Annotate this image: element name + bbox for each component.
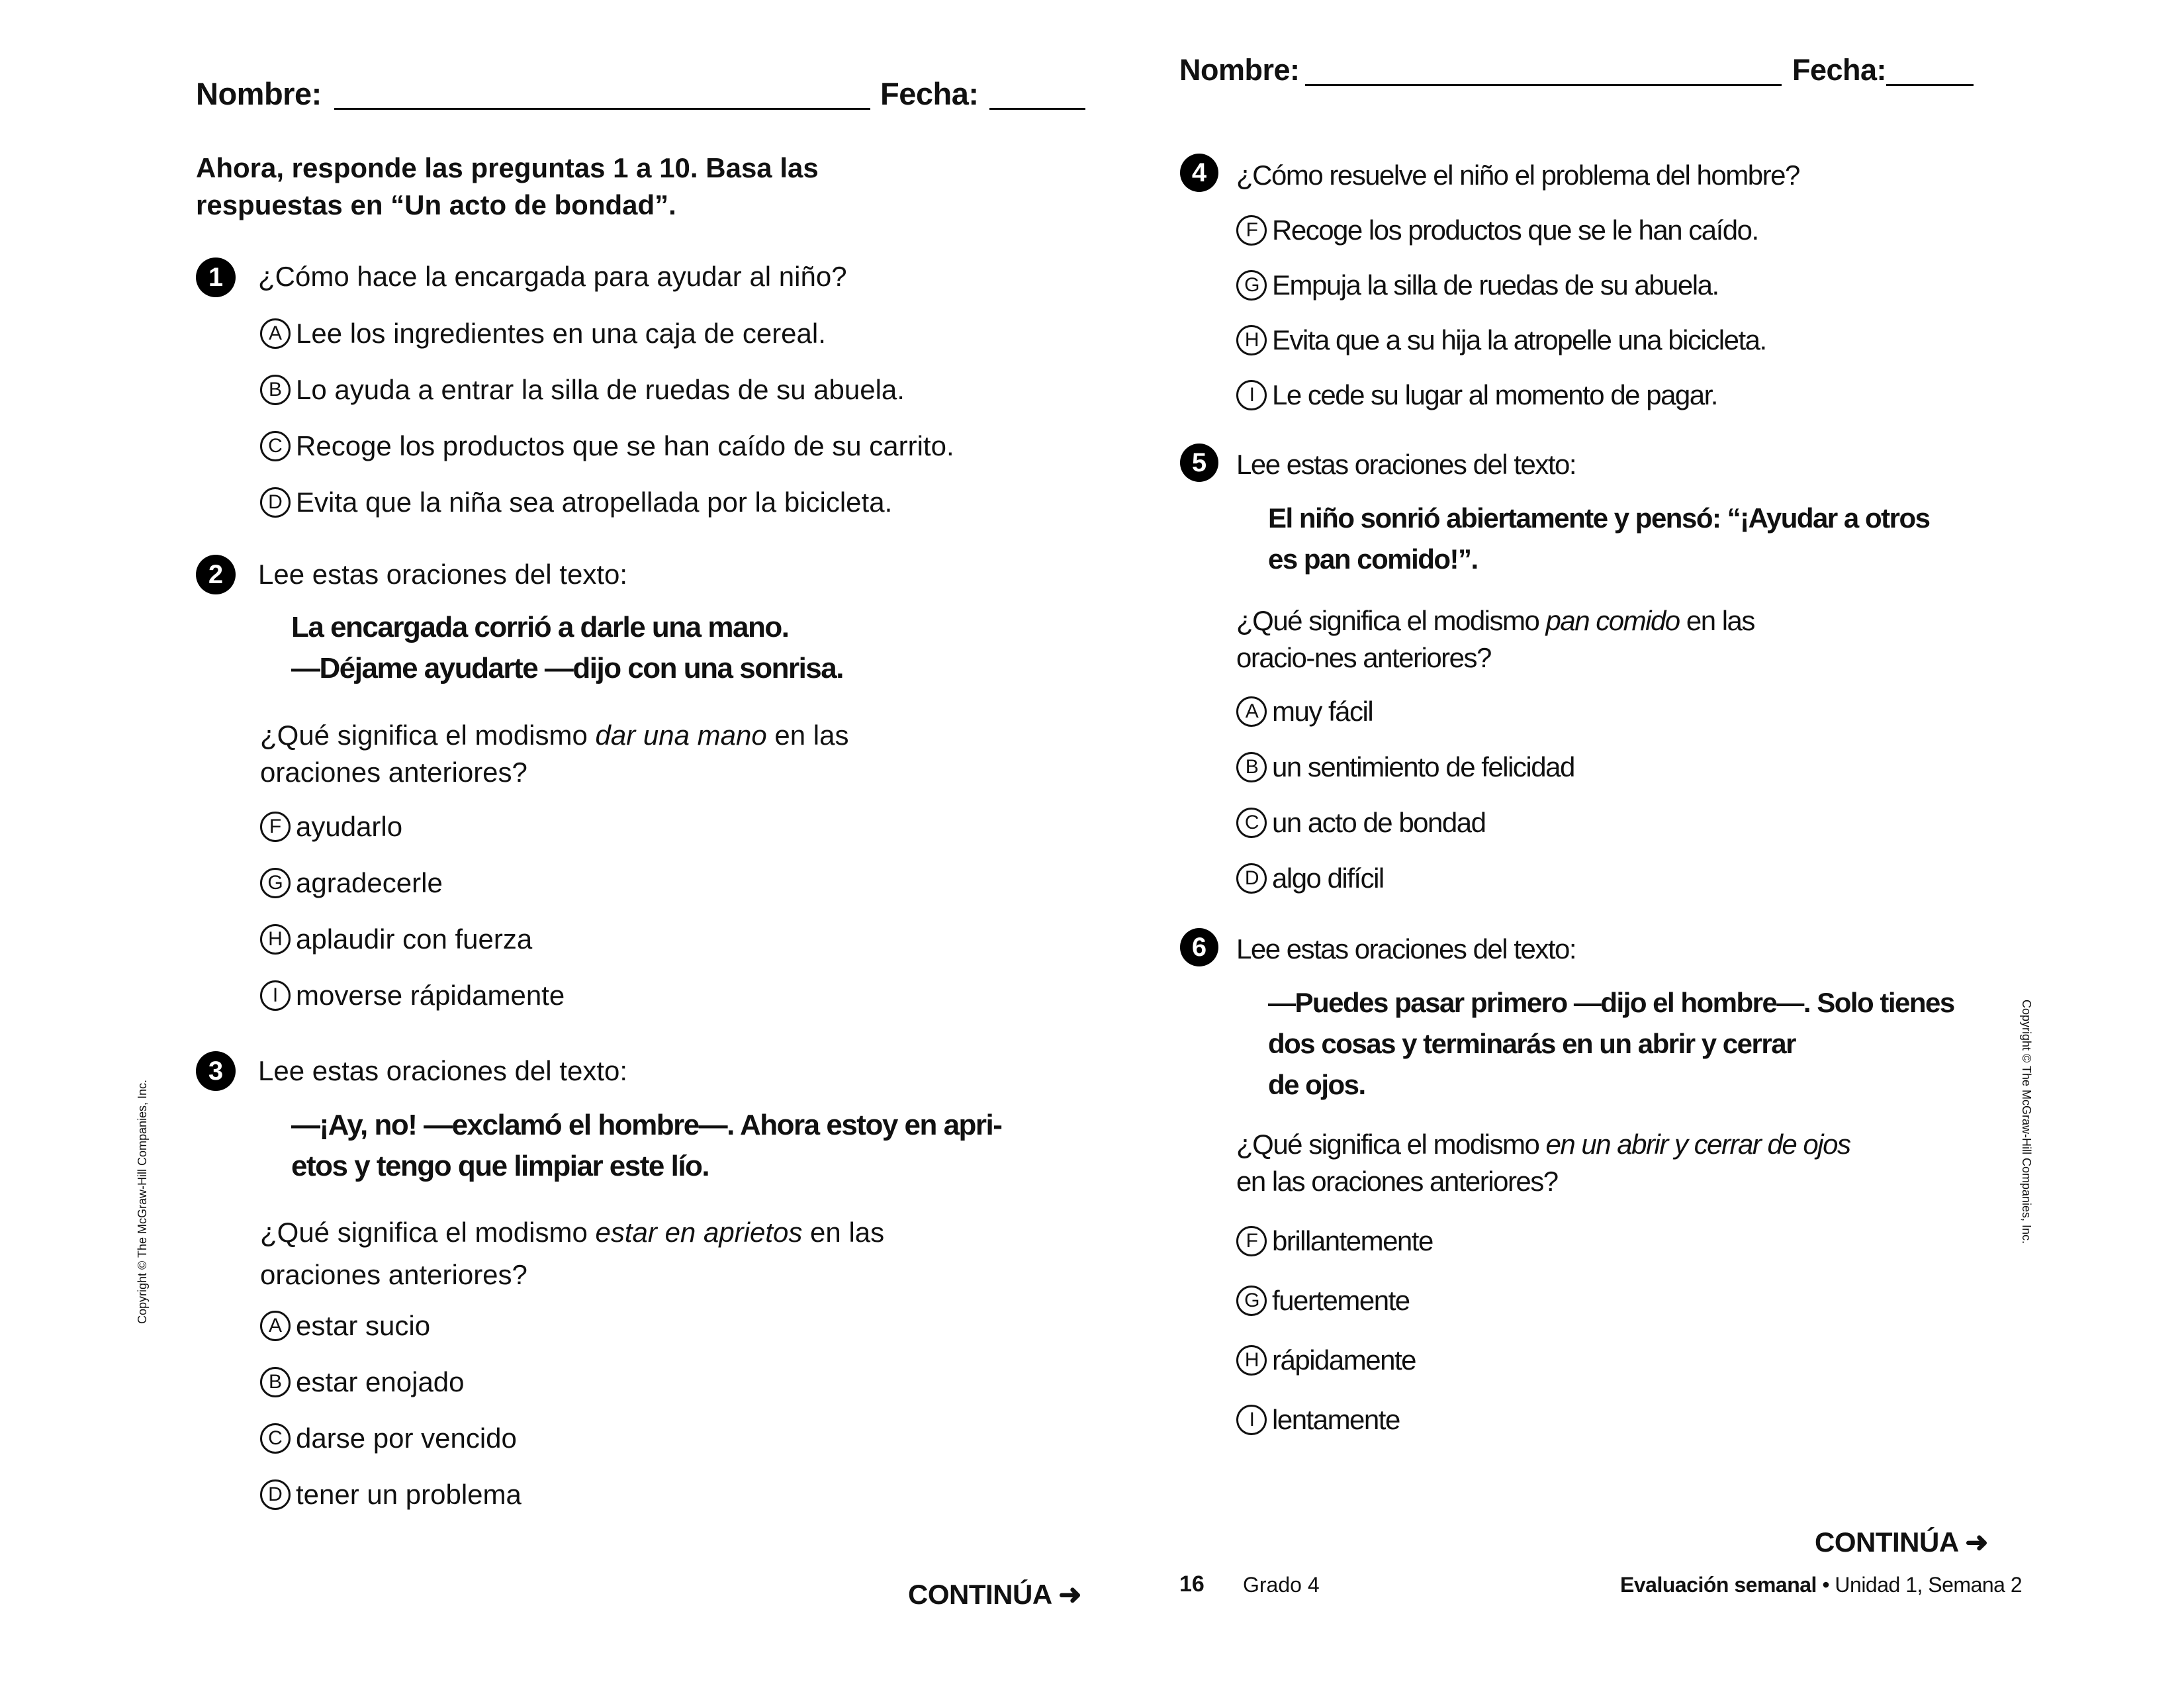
q3-quote (291, 1105, 1001, 1187)
answer-bubble[interactable]: I (260, 980, 291, 1011)
question-number-6: 6 (1180, 928, 1218, 966)
q6-option-f[interactable] (1236, 1223, 1433, 1260)
name-field-right[interactable] (1305, 84, 1782, 86)
option-text: Le cede su lugar al momento de pagar. (1272, 379, 1717, 410)
answer-bubble[interactable]: F (1236, 215, 1267, 246)
question-number-4: 4 (1180, 154, 1218, 192)
prompt-post: en las oracio-nes anteriores? (1236, 605, 1754, 673)
idiom: pan comido (1545, 605, 1680, 636)
quote-line: La encargada corrió a darle una mano. (291, 611, 789, 643)
q3-option-d[interactable] (260, 1476, 522, 1513)
answer-bubble[interactable]: C (1236, 808, 1267, 838)
quote-line: dos cosas y terminarás en un abrir y cerrar (1268, 1028, 1796, 1059)
footer-title (1620, 1573, 2022, 1597)
option-text: muy fácil (1272, 696, 1373, 727)
q6-prompt (1236, 1126, 1858, 1200)
answer-bubble[interactable]: H (1236, 1345, 1267, 1376)
answer-bubble[interactable]: H (1236, 325, 1267, 355)
copyright-right: Copyright © The McGraw-Hill Companies, Inc. (2020, 1000, 2033, 1244)
grade-label: Grado 4 (1243, 1573, 1320, 1597)
question-number-1: 1 (196, 258, 236, 297)
question-4-text: ¿Cómo resuelve el niño el problema del hombre? (1236, 160, 1799, 191)
q5-option-c[interactable] (1236, 804, 1485, 841)
quote-line: etos y tengo que limpiar este lío. (291, 1150, 709, 1182)
q4-option-h[interactable] (1236, 322, 1766, 359)
q2-option-i[interactable] (260, 977, 565, 1014)
prompt-post: en las oraciones anteriores? (260, 1217, 885, 1290)
answer-bubble[interactable]: B (1236, 752, 1267, 782)
option-text: fuertemente (1272, 1285, 1410, 1316)
idiom: en un abrir y cerrar de ojos (1545, 1129, 1850, 1160)
option-text: moverse rápidamente (296, 980, 565, 1011)
q5-quote (1268, 498, 1929, 580)
answer-bubble[interactable]: D (260, 487, 291, 518)
quote-line: —¡Ay, no! —exclamó el hombre—. Ahora estoy en apri- (291, 1109, 1002, 1141)
name-field[interactable] (334, 108, 870, 110)
question-number-5: 5 (1180, 444, 1218, 482)
answer-bubble[interactable]: D (1236, 863, 1267, 894)
q3-option-c[interactable] (260, 1420, 517, 1457)
option-text: estar sucio (296, 1310, 431, 1341)
q2-quote (291, 607, 843, 689)
option-text: estar enojado (296, 1366, 465, 1397)
answer-bubble[interactable]: A (1236, 696, 1267, 727)
q1-option-c[interactable] (260, 428, 954, 465)
q2-option-f[interactable] (260, 808, 402, 845)
option-text: Recoge los productos que se le han caído. (1272, 214, 1758, 246)
answer-bubble[interactable]: C (260, 1423, 291, 1454)
q6-option-g[interactable] (1236, 1282, 1410, 1319)
quote-line: de ojos. (1268, 1069, 1365, 1100)
answer-bubble[interactable]: I (1236, 380, 1267, 410)
continue-label-right: CONTINÚA ➜ (1815, 1526, 1988, 1558)
question-2-text: Lee estas oraciones del texto: (258, 559, 628, 590)
option-text: Evita que a su hija la atropelle una bicicleta. (1272, 324, 1766, 355)
prompt-pre: ¿Qué significa el modismo (260, 720, 596, 751)
option-text: rápidamente (1272, 1344, 1416, 1376)
answer-bubble[interactable]: G (1236, 1286, 1267, 1316)
answer-bubble[interactable]: G (1236, 270, 1267, 301)
prompt-pre: ¿Qué significa el modismo (1236, 1129, 1546, 1160)
question-number-2: 2 (196, 555, 236, 594)
option-text: lentamente (1272, 1404, 1400, 1435)
q6-option-i[interactable] (1236, 1401, 1400, 1438)
option-text: un sentimiento de felicidad (1272, 751, 1574, 782)
quote-line: —Puedes pasar primero —dijo el hombre—. Solo tienes (1268, 987, 1954, 1018)
answer-bubble[interactable]: A (260, 318, 291, 349)
answer-bubble[interactable]: C (260, 431, 291, 461)
answer-bubble[interactable]: I (1236, 1405, 1267, 1435)
answer-bubble[interactable]: H (260, 924, 291, 955)
prompt-post: en las oraciones anteriores? (1236, 1166, 1558, 1197)
page-number: 16 (1179, 1571, 1205, 1597)
prompt-pre: ¿Qué significa el modismo (260, 1217, 596, 1248)
quote-line: El niño sonrió abiertamente y pensó: “¡Ayudar a otros (1268, 502, 1930, 534)
option-text: aplaudir con fuerza (296, 923, 533, 955)
option-text: agradecerle (296, 867, 443, 898)
idiom: dar una mano (595, 720, 767, 751)
q4-option-i[interactable] (1236, 377, 1717, 414)
q1-option-b[interactable] (260, 371, 905, 408)
q2-option-h[interactable] (260, 921, 532, 958)
option-text: algo difícil (1272, 863, 1384, 894)
question-1-text: ¿Cómo hace la encargada para ayudar al niño? (258, 261, 847, 292)
q6-quote (1268, 982, 1954, 1105)
q5-option-a[interactable] (1236, 693, 1373, 730)
answer-bubble[interactable]: B (260, 375, 291, 405)
option-text: Evita que la niña sea atropellada por la bicicleta. (296, 487, 893, 518)
answer-bubble[interactable]: D (260, 1479, 291, 1510)
footer-unit: Unidad 1, Semana 2 (1835, 1573, 2023, 1597)
footer-title-bold: Evaluación semanal (1620, 1573, 1817, 1597)
date-label-right: Fecha: (1792, 53, 1887, 87)
q5-prompt (1236, 602, 1825, 677)
question-6-text: Lee estas oraciones del texto: (1236, 933, 1576, 964)
idiom: estar en aprietos (595, 1217, 803, 1248)
q6-option-h[interactable] (1236, 1342, 1416, 1379)
quote-line: es pan comido!”. (1268, 543, 1478, 575)
question-number-3: 3 (196, 1051, 236, 1091)
option-text: Empuja la silla de ruedas de su abuela. (1272, 269, 1719, 301)
q2-option-g[interactable] (260, 865, 443, 902)
q5-option-d[interactable] (1236, 860, 1384, 897)
date-field-right[interactable] (1886, 84, 1974, 86)
option-text: ayudarlo (296, 811, 403, 842)
option-text: un acto de bondad (1272, 807, 1486, 838)
continue-label-left: CONTINÚA ➜ (908, 1579, 1081, 1610)
q5-option-b[interactable] (1236, 749, 1574, 786)
date-field[interactable] (989, 108, 1085, 110)
answer-bubble[interactable]: F (260, 812, 291, 842)
prompt-pre: ¿Qué significa el modismo (1236, 605, 1546, 636)
name-label-right: Nombre: (1179, 53, 1300, 87)
name-label: Nombre: (196, 76, 322, 111)
q1-option-a[interactable] (260, 315, 826, 352)
date-label: Fecha: (880, 76, 979, 111)
copyright-left: Copyright © The McGraw-Hill Companies, Inc. (136, 1079, 149, 1324)
footer-separator: • (1816, 1573, 1835, 1597)
option-text: Lee los ingredientes en una caja de cereal. (296, 318, 826, 349)
answer-bubble[interactable]: B (260, 1367, 291, 1397)
option-text: tener un problema (296, 1479, 522, 1510)
q1-option-d[interactable] (260, 484, 892, 521)
question-5-text: Lee estas oraciones del texto: (1236, 449, 1576, 480)
prompt-post: en las oraciones anteriores? (260, 720, 849, 788)
option-text: brillantemente (1272, 1225, 1433, 1256)
answer-bubble[interactable]: G (260, 868, 291, 898)
quote-line: —Déjame ayudarte —dijo con una sonrisa. (291, 652, 843, 684)
instructions: Ahora, responde las preguntas 1 a 10. Basa las respuestas en “Un acto de bondad”. (196, 152, 819, 220)
q2-prompt (260, 717, 935, 791)
q4-option-g[interactable] (1236, 267, 1719, 304)
option-text: Recoge los productos que se han caído de su carrito. (296, 430, 954, 461)
answer-bubble[interactable]: F (1236, 1226, 1267, 1256)
q3-prompt (260, 1211, 935, 1296)
q4-option-f[interactable] (1236, 212, 1758, 249)
answer-bubble[interactable]: A (260, 1311, 291, 1341)
q3-option-a[interactable] (260, 1307, 430, 1344)
question-3-text: Lee estas oraciones del texto: (258, 1055, 628, 1086)
option-text: Lo ayuda a entrar la silla de ruedas de su abuela. (296, 374, 905, 405)
q3-option-b[interactable] (260, 1364, 465, 1401)
option-text: darse por vencido (296, 1423, 517, 1454)
